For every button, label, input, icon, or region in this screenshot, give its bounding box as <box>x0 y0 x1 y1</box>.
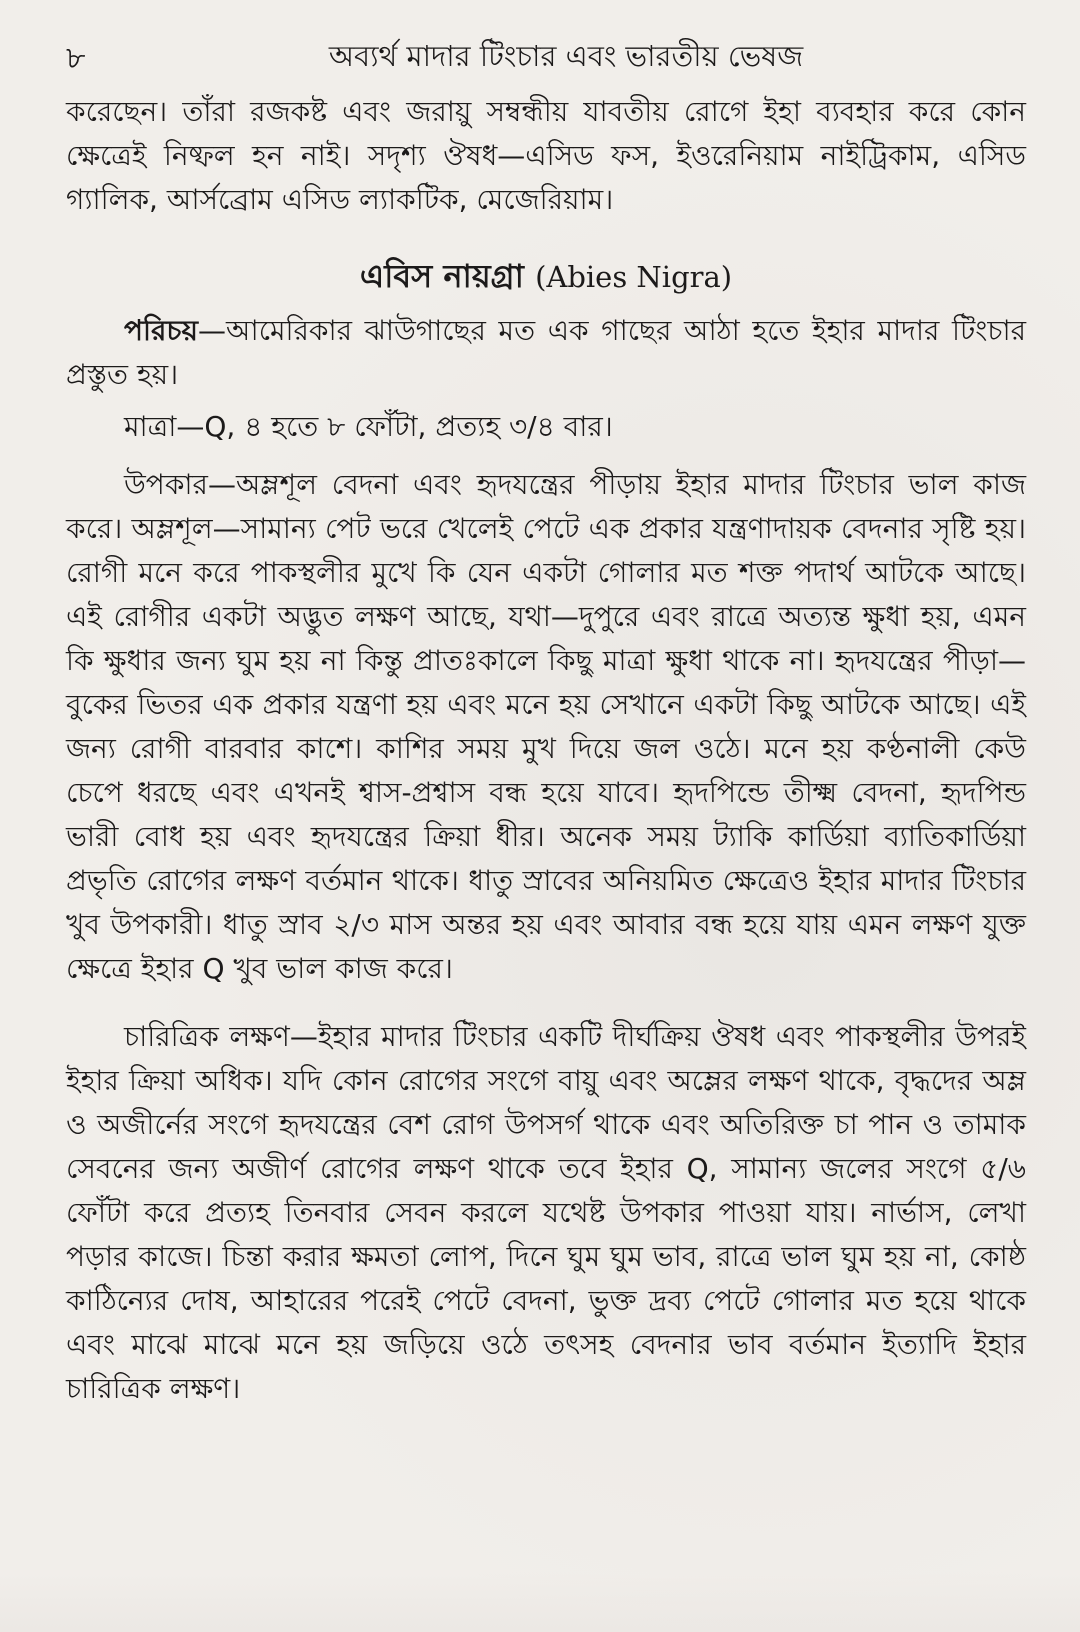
book-title: অব্যর্থ মাদার টিংচার এবং ভারতীয় ভেষজ <box>328 39 804 73</box>
characteristic-text: —ইহার মাদার টিংচার একটি দীর্ঘক্রিয় ঔষধ এবং পাকস্থলীর উপরই ইহার ক্রিয়া অধিক। যদি কোন রোগের সংগে বায়ু এবং অম্লের লক্ষণ থাকে, বৃদ্ধদের অম্ল ও অজীর্নের সংগে হৃদযন্ত্রের বেশ রোগ উপসর্গ থাকে এবং অতিরিক্ত চা পান ও তামাক সেবনের জন্য অজীর্ণ রোগের লক্ষণ থাকে তবে ইহার Q, সামান্য জলের সংগে ৫/৬ ফোঁটা করে প্রত্যহ তিনবার সেবন করলে যথেষ্ট উপকার পাওয়া যায়। নার্ভাস, লেখা পড়ার কাজে। চিন্তা করার ক্ষমতা লোপ, দিনে ঘুম ঘুম ভাব, রাত্রে ভাল ঘুম হয় না, কোষ্ঠ কাঠিন্যের দোষ, আহারের পরেই পেটে বেদনা, ভুক্ত দ্রব্য পেটে গোলার মত হয়ে থাকে এবং মাঝে মাঝে মনে হয় জড়িয়ে ওঠে তৎসহ বেদনার ভাব বর্তমান ইত্যাদি ইহার চারিত্রিক লক্ষণ। <box>66 1020 1026 1405</box>
dose-label: মাত্রা <box>124 410 177 443</box>
page-number: ৮ <box>66 41 86 76</box>
benefit-paragraph <box>66 463 1026 991</box>
dose-text: —Q, ৪ হতে ৮ ফোঁটা, প্রত্যহ ৩/৪ বার। <box>176 410 613 443</box>
section-title-latin: (Abies Nigra) <box>535 260 733 294</box>
page-shadow <box>0 1572 1080 1632</box>
running-header <box>66 30 1026 82</box>
introduction-text: —আমেরিকার ঝাউগাছের মত এক গাছের আঠা হতে ইহার মাদার টিংচার প্রস্তুত হয়। <box>66 314 1026 391</box>
benefit-label: উপকার <box>124 468 208 501</box>
section-title-bengali: এবিস নায়গ্রা <box>359 257 524 295</box>
benefit-text: —অম্লশূল বেদনা এবং হৃদযন্ত্রের পীড়ায় ইহার মাদার টিংচার ভাল কাজ করে। অম্লশূল—সামান্য পেট ভরে খেলেই পেটে এক প্রকার যন্ত্রণাদায়ক বেদনার সৃষ্টি হয়। রোগী মনে করে পাকস্থলীর মুখে কি যেন একটা গোলার মত শক্ত পদার্থ আটকে আছে। এই রোগীর একটা অদ্ভুত লক্ষণ আছে, যথা—দুপুরে এবং রাত্রে অত্যন্ত ক্ষুধা হয়, এমন কি ক্ষুধার জন্য ঘুম হয় না কিন্তু প্রাতঃকালে কিছু মাত্রা ক্ষুধা থাকে না। হৃদযন্ত্রের পীড়া—বুকের ভিতর এক প্রকার যন্ত্রণা হয় এবং মনে হয় সেখানে একটা কিছু আটকে আছে। এই জন্য রোগী বারবার কাশে। কাশির সময় মুখ দিয়ে জল ওঠে। মনে হয় কণ্ঠনালী কেউ চেপে ধরছে এবং এখনই শ্বাস-প্রশ্বাস বন্ধ হয়ে যাবে। হৃদপিন্ডে তীক্ষ্ম বেদনা, হৃদপিন্ড ভারী বোধ হয় এবং হৃদযন্ত্রের ক্রিয়া ধীর। অনেক সময় ট্যাকি কার্ডিয়া ব্যাতিকার্ডিয়া প্রভৃতি রোগের লক্ষণ বর্তমান থাকে। ধাতু স্রাবের অনিয়মিত ক্ষেত্রেও ইহার মাদার টিংচার খুব উপকারী। ধাতু স্রাব ২/৩ মাস অন্তর হয় এবং আবার বন্ধ হয়ে যায় এমন লক্ষণ যুক্ত ক্ষেত্রে ইহার Q খুব ভাল কাজ করে। <box>66 468 1026 985</box>
introduction-label: পরিচয় <box>124 314 199 347</box>
dose-paragraph <box>66 405 1026 449</box>
intro-paragraph: করেছেন। তাঁরা রজকষ্ট এবং জরায়ু সম্বন্ধীয় যাবতীয় রোগে ইহা ব্যবহার করে কোন ক্ষেত্রেই নিষ্ফল হন নাই। সদৃশ্য ঔষধ—এসিড ফস, ইওরেনিয়াম নাইট্রিকাম, এসিড গ্যালিক, আর্সব্রোম এসিড ল্যাকটিক, মেজেরিয়াম। <box>66 95 1026 216</box>
characteristic-label: চারিত্রিক লক্ষণ <box>124 1020 290 1053</box>
introduction-paragraph <box>66 309 1026 397</box>
section-heading <box>66 252 1026 301</box>
characteristic-paragraph <box>66 1015 1026 1411</box>
